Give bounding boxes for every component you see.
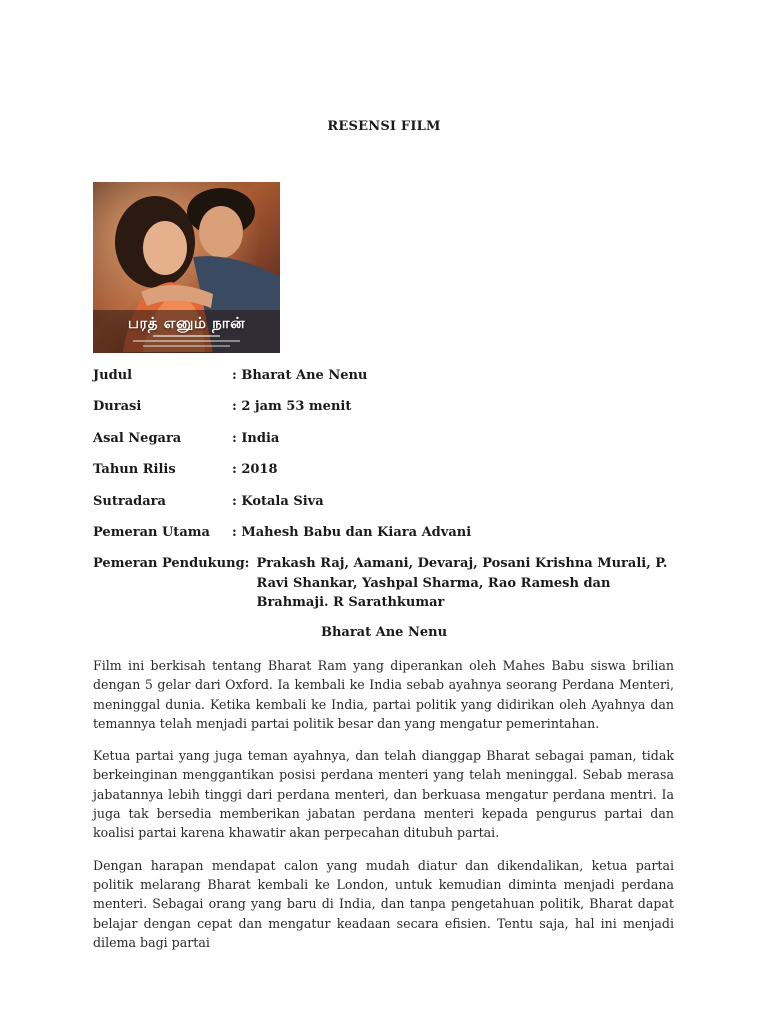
poster-title-text: பரத் எனும் நான் bbox=[127, 314, 246, 332]
detail-value: : Kotala Siva bbox=[232, 493, 324, 509]
document-title: RESENSI FILM bbox=[327, 119, 441, 134]
detail-value: Prakash Raj, Aamani, Devaraj, Posani Krishna Murali, P. Ravi Shankar, Yashpal Sharma, Rao Ramesh dan Brahmaji. R Sarathkumar bbox=[256, 556, 668, 611]
detail-value: : 2 jam 53 menit bbox=[232, 399, 352, 415]
detail-row-pemeran-pendukung bbox=[93, 554, 683, 630]
detail-value: : India bbox=[232, 430, 280, 446]
detail-label: Judul bbox=[93, 368, 133, 383]
detail-label: Asal Negara bbox=[93, 430, 182, 446]
detail-label: Sutradara bbox=[93, 493, 166, 509]
movie-poster bbox=[93, 182, 280, 353]
detail-row-judul bbox=[93, 366, 683, 397]
detail-label: Tahun Rilis bbox=[93, 462, 176, 478]
review-body bbox=[93, 656, 674, 965]
detail-label: Durasi bbox=[93, 399, 142, 415]
paragraph: Film ini berkisah tentang Bharat Ram yang diperankan oleh Mahes Babu siswa brilian dengan 5 gelar dari Oxford. Ia kembali ke India sebab ayahnya seorang Perdana Menteri, meninggal dunia. Ketika kembali ke India, partai politik yang didirikan oleh Ayahnya dan temannya telah menjadi partai politik besar dan yang mengatur pemerintahan. bbox=[93, 658, 674, 731]
detail-row-tahun-rilis bbox=[93, 460, 683, 491]
detail-value: : Bharat Ane Nenu bbox=[232, 368, 368, 383]
detail-row-sutradara bbox=[93, 492, 683, 523]
detail-row-asal-negara bbox=[93, 429, 683, 460]
detail-label: Pemeran Utama bbox=[93, 524, 210, 540]
detail-value: : Mahesh Babu dan Kiara Advani bbox=[232, 524, 472, 540]
detail-row-durasi bbox=[93, 397, 683, 428]
detail-row-pemeran-utama bbox=[93, 523, 683, 554]
detail-label: Pemeran Pendukung: bbox=[93, 556, 250, 572]
detail-value: : 2018 bbox=[232, 462, 278, 478]
review-subtitle: Bharat Ane Nenu bbox=[320, 625, 448, 640]
paragraph: Dengan harapan mendapat calon yang mudah diatur dan dikendalikan, ketua partai politik melarang Bharat kembali ke London, untuk kemudian diminta menjadi perdana menteri. Sebagai orang yang baru di India, dan tanpa pengetahuan politik, Bharat dapat belajar dengan cepat dan mengatur keadaan secara efisien. Tentu saja, hal ini menjadi dilema bagi partai bbox=[93, 857, 674, 950]
paragraph: Ketua partai yang juga teman ayahnya, dan telah dianggap Bharat sebagai paman, tidak berkeinginan menggantikan posisi perdana menteri yang telah meninggal. Sebab merasa jabatannya lebih tinggi dari perdana menteri, dan berkuasa mengatur perdana mentri. Ia juga tak bersedia memberikan jabatan perdana menteri kepada pengurus partai dan koalisi partai karena khawatir akan perpecahan ditubuh partai. bbox=[93, 748, 674, 841]
film-details bbox=[93, 366, 683, 630]
